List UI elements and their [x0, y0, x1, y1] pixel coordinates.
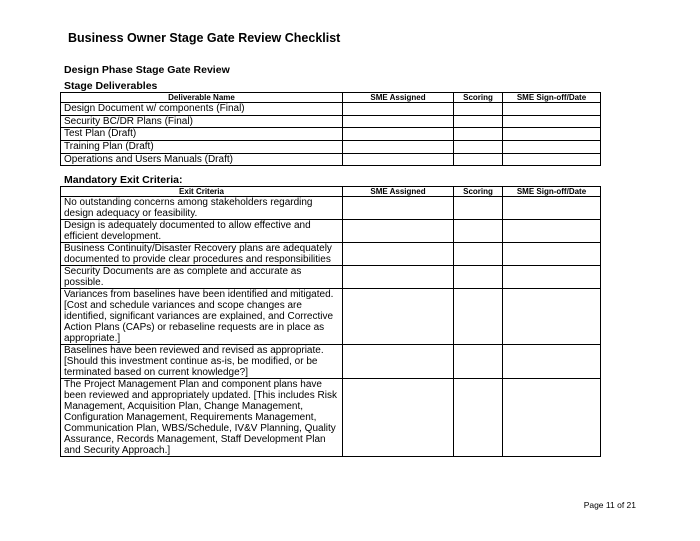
sme-signoff-cell[interactable]: [503, 379, 601, 457]
scoring-cell[interactable]: [454, 115, 503, 128]
table-header-row: [61, 187, 601, 197]
exit-criteria-cell: Design is adequately documented to allow effective and efficient development.: [61, 220, 343, 243]
scoring-cell[interactable]: [454, 103, 503, 116]
exit-criteria-cell: The Project Management Plan and component plans have been reviewed and appropriately updated. [This includes Risk Management, Acquisition Plan, Change Management, Configuration Management, Requirements Management, Communication Plan, WBS/Schedule, IV&V Planning, Quality Assurance, Records Management, Staff Development Plan and Security Approach.]: [61, 379, 343, 457]
column-header-sme-assigned: SME Assigned: [343, 93, 454, 103]
sme-signoff-cell[interactable]: [503, 103, 601, 116]
column-header-scoring: Scoring: [454, 187, 503, 197]
table-row: [61, 266, 601, 289]
document-title: Business Owner Stage Gate Review Checklist: [68, 31, 341, 45]
table-row: [61, 128, 601, 141]
exit-criteria-table: [60, 186, 601, 457]
table-row: [61, 153, 601, 166]
sme-signoff-cell[interactable]: [503, 197, 601, 220]
sme-signoff-cell[interactable]: [503, 153, 601, 166]
sme-signoff-cell[interactable]: [503, 345, 601, 379]
sme-assigned-cell[interactable]: [343, 345, 454, 379]
sme-assigned-cell[interactable]: [343, 243, 454, 266]
sme-signoff-cell[interactable]: [503, 266, 601, 289]
phase-title: Design Phase Stage Gate Review: [64, 64, 230, 76]
sme-signoff-cell[interactable]: [503, 128, 601, 141]
sme-assigned-cell[interactable]: [343, 266, 454, 289]
stage-deliverables-label: Stage Deliverables: [64, 80, 158, 92]
deliverable-name-cell: Test Plan (Draft): [61, 128, 343, 141]
deliverable-name-cell: Operations and Users Manuals (Draft): [61, 153, 343, 166]
column-header-deliverable-name: Deliverable Name: [61, 93, 343, 103]
sme-signoff-cell[interactable]: [503, 115, 601, 128]
column-header-sme-signoff: SME Sign-off/Date: [503, 93, 601, 103]
column-header-scoring: Scoring: [454, 93, 503, 103]
scoring-cell[interactable]: [454, 220, 503, 243]
page-number: Page 11 of 21: [583, 500, 636, 510]
sme-assigned-cell[interactable]: [343, 220, 454, 243]
sme-assigned-cell[interactable]: [343, 141, 454, 154]
sme-signoff-cell[interactable]: [503, 141, 601, 154]
sme-signoff-cell[interactable]: [503, 289, 601, 345]
sme-signoff-cell[interactable]: [503, 220, 601, 243]
exit-criteria-cell: Business Continuity/Disaster Recovery plans are adequately documented to provide clear procedures and responsibilities: [61, 243, 343, 266]
scoring-cell[interactable]: [454, 289, 503, 345]
sme-signoff-cell[interactable]: [503, 243, 601, 266]
scoring-cell[interactable]: [454, 141, 503, 154]
sme-assigned-cell[interactable]: [343, 103, 454, 116]
stage-deliverables-table: [60, 92, 601, 166]
sme-assigned-cell[interactable]: [343, 153, 454, 166]
deliverable-name-cell: Design Document w/ components (Final): [61, 103, 343, 116]
deliverable-name-cell: Security BC/DR Plans (Final): [61, 115, 343, 128]
sme-assigned-cell[interactable]: [343, 128, 454, 141]
table-row: [61, 103, 601, 116]
exit-criteria-cell: Baselines have been reviewed and revised as appropriate. [Should this investment continue as-is, be modified, or be terminated based on current knowledge?]: [61, 345, 343, 379]
sme-assigned-cell[interactable]: [343, 197, 454, 220]
table-row: [61, 243, 601, 266]
table-row: [61, 345, 601, 379]
column-header-sme-signoff: SME Sign-off/Date: [503, 187, 601, 197]
table-row: [61, 141, 601, 154]
table-row: [61, 289, 601, 345]
table-row: [61, 379, 601, 457]
exit-criteria-cell: Variances from baselines have been identified and mitigated. [Cost and schedule variances and scope changes are identified, significant variances are explained, and Corrective Action Plans (CAPs) or rebaseline requests are in place as appropriate.]: [61, 289, 343, 345]
table-row: [61, 115, 601, 128]
scoring-cell[interactable]: [454, 379, 503, 457]
exit-criteria-cell: Security Documents are as complete and accurate as possible.: [61, 266, 343, 289]
deliverable-name-cell: Training Plan (Draft): [61, 141, 343, 154]
scoring-cell[interactable]: [454, 266, 503, 289]
column-header-sme-assigned: SME Assigned: [343, 187, 454, 197]
table-header-row: [61, 93, 601, 103]
scoring-cell[interactable]: [454, 197, 503, 220]
sme-assigned-cell[interactable]: [343, 379, 454, 457]
sme-assigned-cell[interactable]: [343, 289, 454, 345]
sme-assigned-cell[interactable]: [343, 115, 454, 128]
exit-criteria-cell: No outstanding concerns among stakeholders regarding design adequacy or feasibility.: [61, 197, 343, 220]
column-header-exit-criteria: Exit Criteria: [61, 187, 343, 197]
scoring-cell[interactable]: [454, 153, 503, 166]
scoring-cell[interactable]: [454, 345, 503, 379]
scoring-cell[interactable]: [454, 128, 503, 141]
table-row: [61, 220, 601, 243]
mandatory-exit-criteria-label: Mandatory Exit Criteria:: [64, 174, 183, 186]
scoring-cell[interactable]: [454, 243, 503, 266]
table-row: [61, 197, 601, 220]
